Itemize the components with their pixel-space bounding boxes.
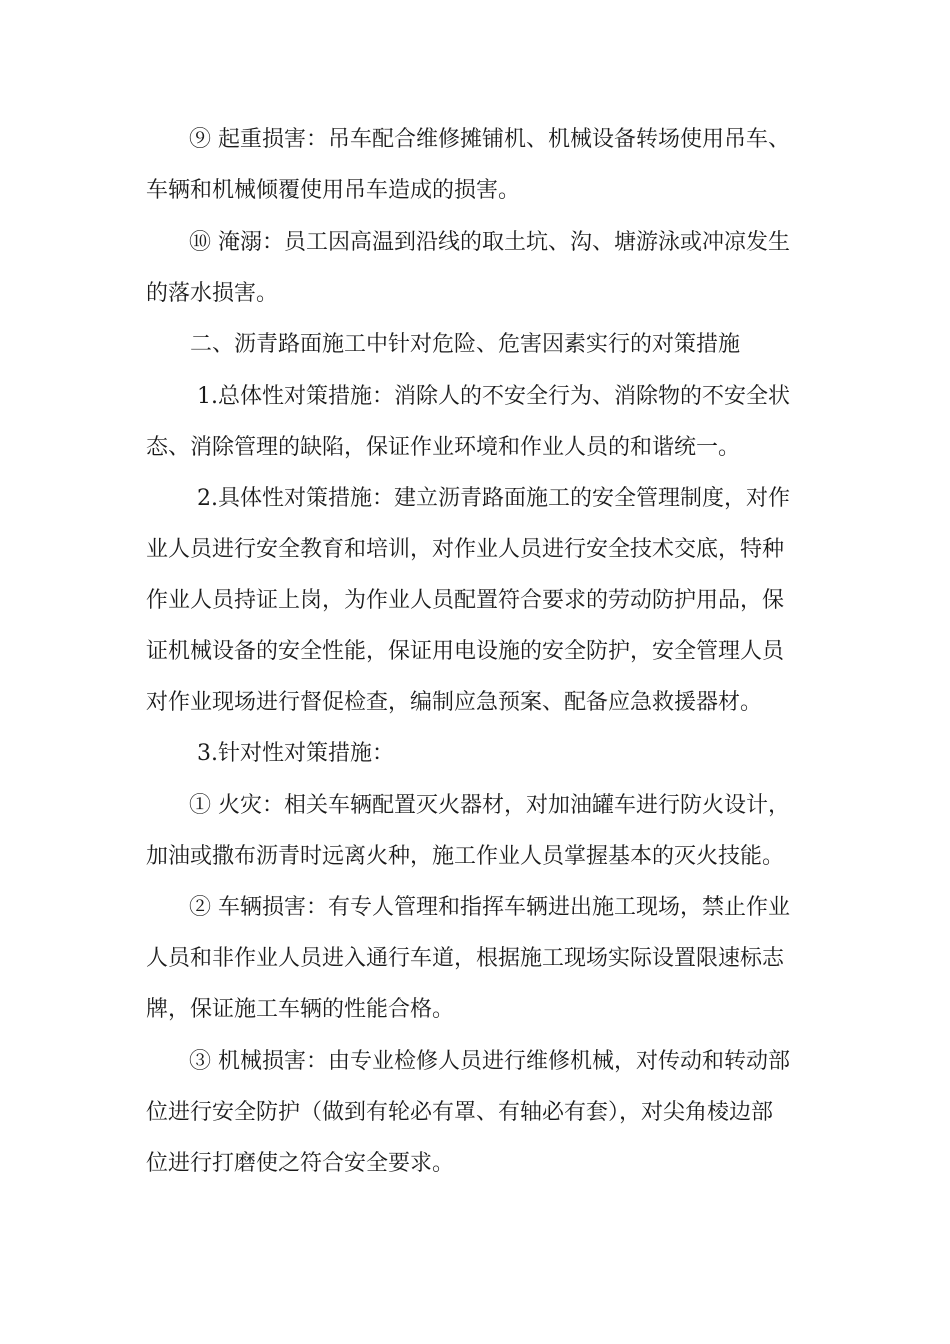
text-line: 位进行安全防护（做到有轮必有罩、有轴必有套），对尖角棱边部 <box>146 1100 774 1125</box>
text-line: ③ 机械损害：由专业检修人员进行维修机械，对传动和转动部 <box>189 1049 790 1074</box>
text-line: 对作业现场进行督促检查，编制应急预案、配备应急救援器材。 <box>146 690 763 715</box>
text-line: 车辆和机械倾覆使用吊车造成的损害。 <box>146 178 521 203</box>
text-line: 的落水损害。 <box>146 281 279 306</box>
text-line: 二、沥青路面施工中针对危险、危害因素实行的对策措施 <box>190 332 741 357</box>
text-line: 牌，保证施工车辆的性能合格。 <box>146 997 455 1022</box>
text-line: ⑨ 起重损害：吊车配合维修摊铺机、机械设备转场使用吊车、 <box>189 127 790 152</box>
text-line: 作业人员持证上岗，为作业人员配置符合要求的劳动防护用品，保 <box>146 588 785 613</box>
text-line: 人员和非作业人员进入通行车道，根据施工现场实际设置限速标志 <box>146 946 785 971</box>
text-line: 2.具体性对策措施：建立沥青路面施工的安全管理制度，对作 <box>197 486 790 511</box>
text-line: ② 车辆损害：有专人管理和指挥车辆进出施工现场，禁止作业 <box>189 895 790 920</box>
text-line: 1.总体性对策措施：消除人的不安全行为、消除物的不安全状 <box>197 384 790 409</box>
text-line: 业人员进行安全教育和培训，对作业人员进行安全技术交底，特种 <box>146 537 785 562</box>
text-line: 3.针对性对策措施： <box>197 741 394 766</box>
text-line: ① 火灾：相关车辆配置灭火器材，对加油罐车进行防火设计， <box>189 793 790 818</box>
text-line: 态、消除管理的缺陷，保证作业环境和作业人员的和谐统一。 <box>146 435 741 460</box>
text-line: 加油或撒布沥青时远离火种，施工作业人员掌握基本的灭火技能。 <box>146 844 785 869</box>
text-line: ⑩ 淹溺：员工因高温到沿线的取土坑、沟、塘游泳或冲凉发生 <box>189 230 790 255</box>
text-line: 位进行打磨使之符合安全要求。 <box>146 1151 455 1176</box>
text-line: 证机械设备的安全性能，保证用电设施的安全防护，安全管理人员 <box>146 639 785 664</box>
